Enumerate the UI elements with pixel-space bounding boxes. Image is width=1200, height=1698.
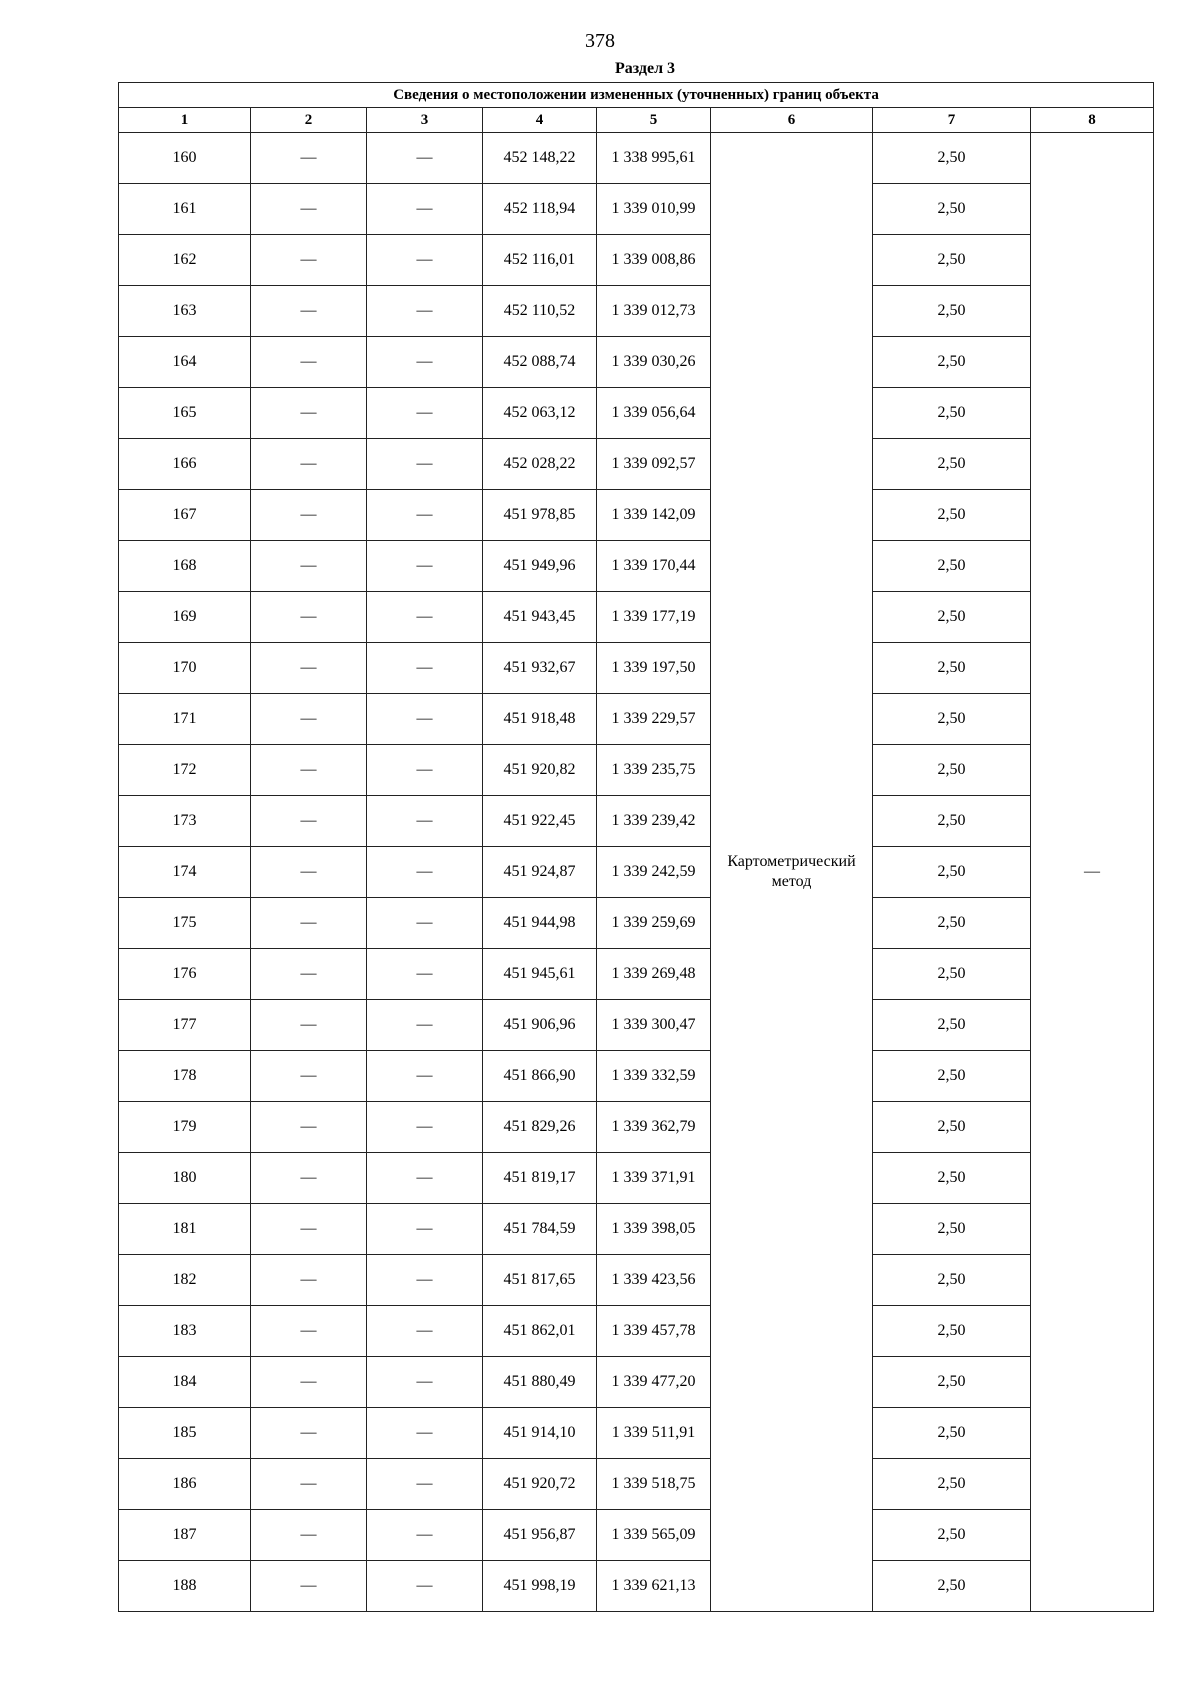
- column-3-cell: —: [367, 133, 483, 184]
- x-coordinate-cell: 451 906,96: [483, 1000, 597, 1051]
- table-row: [119, 643, 1154, 694]
- column-2-cell: —: [251, 1357, 367, 1408]
- accuracy-cell: 2,50: [873, 1357, 1031, 1408]
- table-row: [119, 1102, 1154, 1153]
- column-3-cell: —: [367, 1000, 483, 1051]
- column-2-cell: —: [251, 1561, 367, 1612]
- column-2-cell: —: [251, 1408, 367, 1459]
- x-coordinate-cell: 451 956,87: [483, 1510, 597, 1561]
- y-coordinate-cell: 1 339 423,56: [597, 1255, 711, 1306]
- column-3-cell: —: [367, 847, 483, 898]
- y-coordinate-cell: 1 339 477,20: [597, 1357, 711, 1408]
- point-number-cell: 162: [119, 235, 251, 286]
- accuracy-cell: 2,50: [873, 388, 1031, 439]
- table-row: [119, 133, 1154, 184]
- column-3-cell: —: [367, 235, 483, 286]
- column-3-cell: —: [367, 439, 483, 490]
- point-number-cell: 173: [119, 796, 251, 847]
- column-2-cell: —: [251, 1102, 367, 1153]
- column-2-cell: —: [251, 133, 367, 184]
- table-row: [119, 1357, 1154, 1408]
- x-coordinate-cell: 451 998,19: [483, 1561, 597, 1612]
- table-row: [119, 235, 1154, 286]
- point-number-cell: 186: [119, 1459, 251, 1510]
- point-number-cell: 174: [119, 847, 251, 898]
- x-coordinate-cell: 451 918,48: [483, 694, 597, 745]
- column-3-cell: —: [367, 1204, 483, 1255]
- column-2-cell: —: [251, 439, 367, 490]
- x-coordinate-cell: 451 819,17: [483, 1153, 597, 1204]
- boundary-coordinates-table: [118, 82, 1154, 1612]
- table-row: [119, 898, 1154, 949]
- y-coordinate-cell: 1 339 008,86: [597, 235, 711, 286]
- column-header-7: 7: [873, 108, 1031, 133]
- column-3-cell: —: [367, 1408, 483, 1459]
- point-number-cell: 177: [119, 1000, 251, 1051]
- section-title: Раздел 3: [614, 60, 676, 77]
- point-number-cell: 187: [119, 1510, 251, 1561]
- column-3-cell: —: [367, 1306, 483, 1357]
- accuracy-cell: 2,50: [873, 1153, 1031, 1204]
- x-coordinate-cell: 451 866,90: [483, 1051, 597, 1102]
- x-coordinate-cell: 451 920,82: [483, 745, 597, 796]
- point-number-cell: 182: [119, 1255, 251, 1306]
- column-header-8: 8: [1031, 108, 1154, 133]
- x-coordinate-cell: 452 028,22: [483, 439, 597, 490]
- y-coordinate-cell: 1 339 565,09: [597, 1510, 711, 1561]
- column-3-cell: —: [367, 694, 483, 745]
- accuracy-cell: 2,50: [873, 1051, 1031, 1102]
- x-coordinate-cell: 451 922,45: [483, 796, 597, 847]
- accuracy-cell: 2,50: [873, 541, 1031, 592]
- column-3-cell: —: [367, 643, 483, 694]
- x-coordinate-cell: 451 880,49: [483, 1357, 597, 1408]
- table-row: [119, 286, 1154, 337]
- x-coordinate-cell: 452 116,01: [483, 235, 597, 286]
- x-coordinate-cell: 452 088,74: [483, 337, 597, 388]
- y-coordinate-cell: 1 339 142,09: [597, 490, 711, 541]
- accuracy-cell: 2,50: [873, 847, 1031, 898]
- table-row: [119, 1255, 1154, 1306]
- x-coordinate-cell: 451 932,67: [483, 643, 597, 694]
- point-number-cell: 185: [119, 1408, 251, 1459]
- point-number-cell: 165: [119, 388, 251, 439]
- column-2-cell: —: [251, 643, 367, 694]
- x-coordinate-cell: 451 943,45: [483, 592, 597, 643]
- x-coordinate-cell: 451 944,98: [483, 898, 597, 949]
- point-number-cell: 167: [119, 490, 251, 541]
- column-2-cell: —: [251, 1306, 367, 1357]
- column-header-row: [119, 108, 1154, 133]
- table-caption: Сведения о местоположении измененных (уточненных) границ объекта: [119, 83, 1154, 108]
- y-coordinate-cell: 1 339 362,79: [597, 1102, 711, 1153]
- point-number-cell: 183: [119, 1306, 251, 1357]
- column-3-cell: —: [367, 490, 483, 541]
- table-row: [119, 490, 1154, 541]
- x-coordinate-cell: 452 110,52: [483, 286, 597, 337]
- y-coordinate-cell: 1 339 177,19: [597, 592, 711, 643]
- accuracy-cell: 2,50: [873, 949, 1031, 1000]
- column-2-cell: —: [251, 1204, 367, 1255]
- accuracy-cell: 2,50: [873, 490, 1031, 541]
- point-number-cell: 184: [119, 1357, 251, 1408]
- point-number-cell: 178: [119, 1051, 251, 1102]
- accuracy-cell: 2,50: [873, 1000, 1031, 1051]
- y-coordinate-cell: 1 339 197,50: [597, 643, 711, 694]
- y-coordinate-cell: 1 339 518,75: [597, 1459, 711, 1510]
- accuracy-cell: 2,50: [873, 439, 1031, 490]
- accuracy-cell: 2,50: [873, 898, 1031, 949]
- table-row: [119, 694, 1154, 745]
- column-2-cell: —: [251, 337, 367, 388]
- column-2-cell: —: [251, 286, 367, 337]
- table-row: [119, 847, 1154, 898]
- table-row: [119, 184, 1154, 235]
- accuracy-cell: 2,50: [873, 796, 1031, 847]
- accuracy-cell: 2,50: [873, 643, 1031, 694]
- column-header-2: 2: [251, 108, 367, 133]
- point-number-cell: 175: [119, 898, 251, 949]
- column-2-cell: —: [251, 1510, 367, 1561]
- method-cell: Картометрический метод: [711, 133, 873, 1612]
- x-coordinate-cell: 451 862,01: [483, 1306, 597, 1357]
- column-2-cell: —: [251, 694, 367, 745]
- column-2-cell: —: [251, 1459, 367, 1510]
- column-2-cell: —: [251, 541, 367, 592]
- column-header-5: 5: [597, 108, 711, 133]
- column-3-cell: —: [367, 745, 483, 796]
- column-3-cell: —: [367, 1102, 483, 1153]
- column-3-cell: —: [367, 796, 483, 847]
- column-2-cell: —: [251, 1000, 367, 1051]
- column-header-6: 6: [711, 108, 873, 133]
- column-2-cell: —: [251, 235, 367, 286]
- point-number-cell: 181: [119, 1204, 251, 1255]
- table-row: [119, 541, 1154, 592]
- accuracy-cell: 2,50: [873, 133, 1031, 184]
- y-coordinate-cell: 1 339 259,69: [597, 898, 711, 949]
- y-coordinate-cell: 1 339 092,57: [597, 439, 711, 490]
- x-coordinate-cell: 452 063,12: [483, 388, 597, 439]
- x-coordinate-cell: 452 118,94: [483, 184, 597, 235]
- column-2-cell: —: [251, 949, 367, 1000]
- column-3-cell: —: [367, 286, 483, 337]
- table-row: [119, 796, 1154, 847]
- y-coordinate-cell: 1 339 229,57: [597, 694, 711, 745]
- y-coordinate-cell: 1 339 398,05: [597, 1204, 711, 1255]
- column-3-cell: —: [367, 184, 483, 235]
- x-coordinate-cell: 451 920,72: [483, 1459, 597, 1510]
- column-3-cell: —: [367, 949, 483, 1000]
- column-3-cell: —: [367, 1255, 483, 1306]
- column-2-cell: —: [251, 490, 367, 541]
- accuracy-cell: 2,50: [873, 337, 1031, 388]
- accuracy-cell: 2,50: [873, 184, 1031, 235]
- point-number-cell: 180: [119, 1153, 251, 1204]
- table-row: [119, 745, 1154, 796]
- point-number-cell: 161: [119, 184, 251, 235]
- y-coordinate-cell: 1 339 239,42: [597, 796, 711, 847]
- y-coordinate-cell: 1 339 170,44: [597, 541, 711, 592]
- accuracy-cell: 2,50: [873, 1204, 1031, 1255]
- y-coordinate-cell: 1 339 300,47: [597, 1000, 711, 1051]
- table-row: [119, 1204, 1154, 1255]
- accuracy-cell: 2,50: [873, 1459, 1031, 1510]
- column-2-cell: —: [251, 388, 367, 439]
- column-header-3: 3: [367, 108, 483, 133]
- point-number-cell: 188: [119, 1561, 251, 1612]
- column-2-cell: —: [251, 745, 367, 796]
- y-coordinate-cell: 1 339 235,75: [597, 745, 711, 796]
- column-3-cell: —: [367, 1459, 483, 1510]
- accuracy-cell: 2,50: [873, 592, 1031, 643]
- accuracy-cell: 2,50: [873, 286, 1031, 337]
- accuracy-cell: 2,50: [873, 1306, 1031, 1357]
- point-number-cell: 168: [119, 541, 251, 592]
- y-coordinate-cell: 1 339 056,64: [597, 388, 711, 439]
- point-number-cell: 172: [119, 745, 251, 796]
- x-coordinate-cell: 451 978,85: [483, 490, 597, 541]
- table-row: [119, 1306, 1154, 1357]
- accuracy-cell: 2,50: [873, 694, 1031, 745]
- column-3-cell: —: [367, 592, 483, 643]
- table-row: [119, 388, 1154, 439]
- accuracy-cell: 2,50: [873, 1561, 1031, 1612]
- column-2-cell: —: [251, 847, 367, 898]
- y-coordinate-cell: 1 339 621,13: [597, 1561, 711, 1612]
- accuracy-cell: 2,50: [873, 235, 1031, 286]
- column-2-cell: —: [251, 1255, 367, 1306]
- x-coordinate-cell: 451 784,59: [483, 1204, 597, 1255]
- accuracy-cell: 2,50: [873, 745, 1031, 796]
- point-number-cell: 170: [119, 643, 251, 694]
- x-coordinate-cell: 451 829,26: [483, 1102, 597, 1153]
- table-row: [119, 949, 1154, 1000]
- x-coordinate-cell: 451 949,96: [483, 541, 597, 592]
- x-coordinate-cell: 451 914,10: [483, 1408, 597, 1459]
- table-row: [119, 1561, 1154, 1612]
- column-header-1: 1: [119, 108, 251, 133]
- y-coordinate-cell: 1 339 371,91: [597, 1153, 711, 1204]
- table-row: [119, 1153, 1154, 1204]
- column-8-cell: —: [1031, 133, 1154, 1612]
- point-number-cell: 166: [119, 439, 251, 490]
- column-header-4: 4: [483, 108, 597, 133]
- accuracy-cell: 2,50: [873, 1408, 1031, 1459]
- point-number-cell: 160: [119, 133, 251, 184]
- accuracy-cell: 2,50: [873, 1255, 1031, 1306]
- table-row: [119, 1051, 1154, 1102]
- y-coordinate-cell: 1 339 269,48: [597, 949, 711, 1000]
- column-3-cell: —: [367, 1357, 483, 1408]
- column-3-cell: —: [367, 898, 483, 949]
- x-coordinate-cell: 451 817,65: [483, 1255, 597, 1306]
- x-coordinate-cell: 451 924,87: [483, 847, 597, 898]
- y-coordinate-cell: 1 339 010,99: [597, 184, 711, 235]
- column-3-cell: —: [367, 1153, 483, 1204]
- point-number-cell: 179: [119, 1102, 251, 1153]
- column-3-cell: —: [367, 1510, 483, 1561]
- column-3-cell: —: [367, 1561, 483, 1612]
- point-number-cell: 169: [119, 592, 251, 643]
- table-row: [119, 1000, 1154, 1051]
- column-2-cell: —: [251, 1153, 367, 1204]
- table-row: [119, 337, 1154, 388]
- page-number: 378: [585, 30, 615, 52]
- y-coordinate-cell: 1 339 332,59: [597, 1051, 711, 1102]
- column-2-cell: —: [251, 1051, 367, 1102]
- column-3-cell: —: [367, 388, 483, 439]
- x-coordinate-cell: 452 148,22: [483, 133, 597, 184]
- accuracy-cell: 2,50: [873, 1102, 1031, 1153]
- column-3-cell: —: [367, 541, 483, 592]
- table-body: [119, 133, 1154, 1612]
- y-coordinate-cell: 1 339 457,78: [597, 1306, 711, 1357]
- point-number-cell: 171: [119, 694, 251, 745]
- table-row: [119, 1510, 1154, 1561]
- accuracy-cell: 2,50: [873, 1510, 1031, 1561]
- column-2-cell: —: [251, 184, 367, 235]
- column-2-cell: —: [251, 796, 367, 847]
- y-coordinate-cell: 1 339 012,73: [597, 286, 711, 337]
- x-coordinate-cell: 451 945,61: [483, 949, 597, 1000]
- y-coordinate-cell: 1 339 242,59: [597, 847, 711, 898]
- column-2-cell: —: [251, 592, 367, 643]
- table-row: [119, 592, 1154, 643]
- y-coordinate-cell: 1 339 030,26: [597, 337, 711, 388]
- point-number-cell: 176: [119, 949, 251, 1000]
- table-row: [119, 1459, 1154, 1510]
- table-row: [119, 1408, 1154, 1459]
- y-coordinate-cell: 1 338 995,61: [597, 133, 711, 184]
- y-coordinate-cell: 1 339 511,91: [597, 1408, 711, 1459]
- point-number-cell: 164: [119, 337, 251, 388]
- column-3-cell: —: [367, 337, 483, 388]
- table-row: [119, 439, 1154, 490]
- point-number-cell: 163: [119, 286, 251, 337]
- column-3-cell: —: [367, 1051, 483, 1102]
- column-2-cell: —: [251, 898, 367, 949]
